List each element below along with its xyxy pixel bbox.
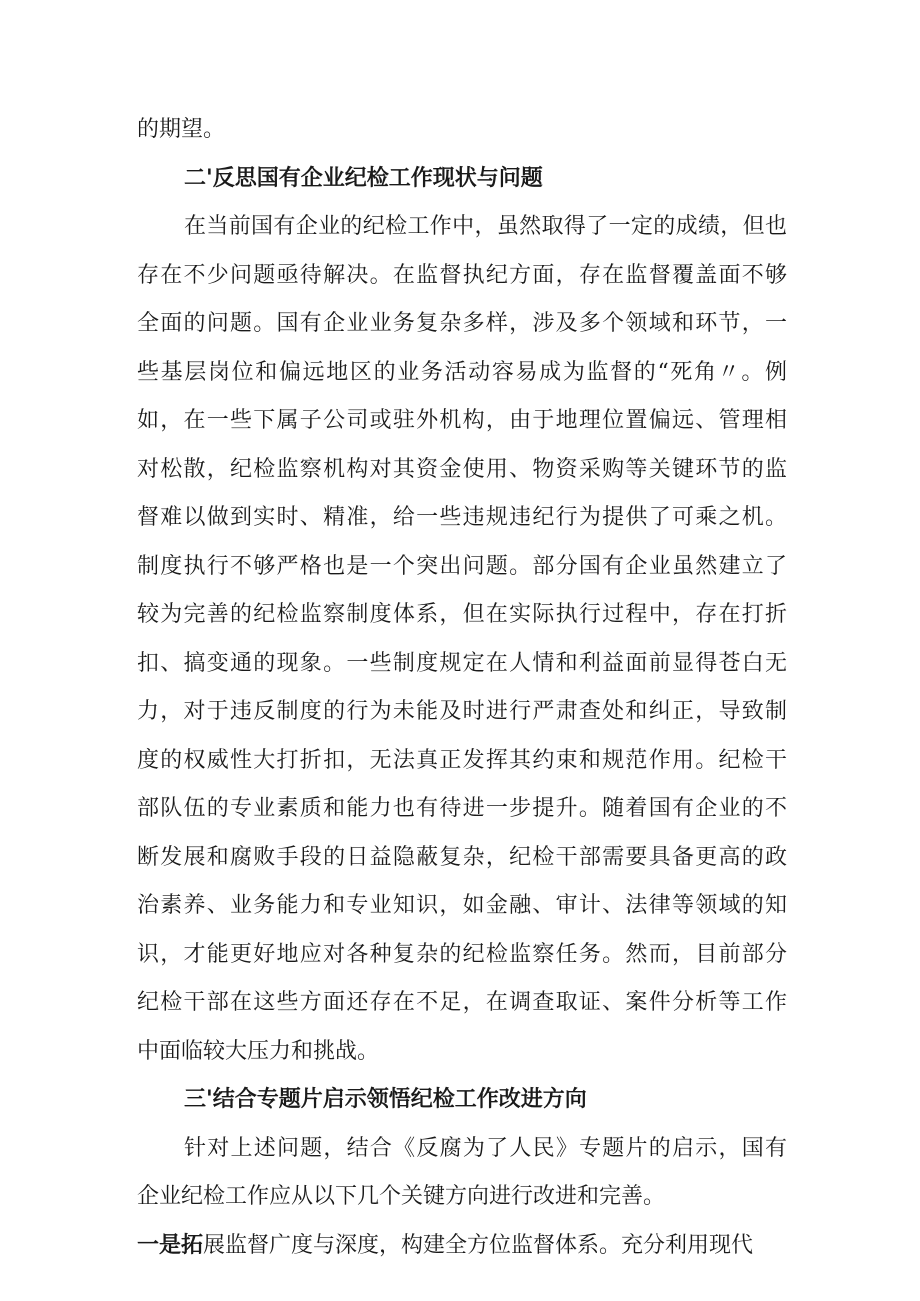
paragraph-current-issues (137, 203, 787, 1076)
text-line: 部队伍的专业素质和能力也有待进一步提升。随着国有企业的不 (137, 796, 787, 821)
text-line: 针对上述问题，结合《反腐为了人民》专题片的启示，国有 (184, 1135, 787, 1161)
text-line (137, 1222, 787, 1271)
text-line: 的期望。 (137, 117, 226, 142)
text-line: 制度执行不够严格也是一个突出问题。部分国有企业虽然建立了 (137, 553, 787, 579)
text-line: 识，才能更好地应对各种复杂的纪检监察任务。然而，目前部分 (137, 941, 787, 967)
text-line: 对松散，纪检监察机构对其资金使用、物资采购等关键环节的监 (137, 456, 787, 482)
document-page (137, 106, 787, 1270)
text-line: 力，对于违反制度的行为未能及时进行严肃查处和纠正，导致制 (137, 699, 787, 724)
text-line: 全面的问题。国有企业业务复杂多样，涉及多个领域和环节，一 (137, 311, 787, 336)
text-line: 较为完善的纪检监察制度体系，但在实际执行过程中，存在打折 (137, 602, 787, 627)
section-heading-2: 二'反思国有企业纪检工作现状与问题 (184, 165, 543, 191)
text-line-rest: 展监督广度与深度，构建全方位监督体系。充分利用现代 (203, 1232, 754, 1258)
text-line: 扣、搞变通的现象。一些制度规定在人情和利益面前显得苍白无 (137, 650, 787, 676)
text-line: 些基层岗位和偏远地区的业务活动容易成为监督的“死角〃。例 (137, 359, 787, 385)
paragraph-first-direction (137, 1222, 787, 1271)
text-line: 在当前国有企业的纪检工作中，虽然取得了一定的成绩，但也 (184, 214, 787, 239)
text-line: 如，在一些下属子公司或驻外机构，由于地理位置偏远、管理相 (137, 408, 787, 433)
text-line: 断发展和腐败手段的日益隐蔽复杂，纪检干部需要具备更高的政 (137, 844, 787, 870)
text-line: 中面临较大压力和挑战。 (137, 1038, 380, 1064)
paragraph-improvement-intro (137, 1125, 787, 1222)
bold-lead-text: 一是拓 (137, 1232, 204, 1258)
section-heading-3: 三'结合专题片启示领悟纪检工作改进方向 (184, 1087, 587, 1112)
text-line: 纪检干部在这些方面还存在不足，在调查取证、案件分析等工作 (137, 990, 787, 1015)
text-line: 督难以做到实时、精准，给一些违规违纪行为提供了可乘之机。 (137, 505, 787, 530)
text-line: 企业纪检工作应从以下几个关键方向进行改进和完善。 (137, 1184, 666, 1209)
text-line: 度的权威性大打折扣，无法真正发挥其约束和规范作用。纪检干 (137, 747, 787, 773)
text-line: 治素养、业务能力和专业知识，如金融、审计、法律等领域的知 (137, 893, 787, 918)
text-line: 存在不少问题亟待解决。在监督执纪方面，存在监督覆盖面不够 (137, 262, 787, 288)
